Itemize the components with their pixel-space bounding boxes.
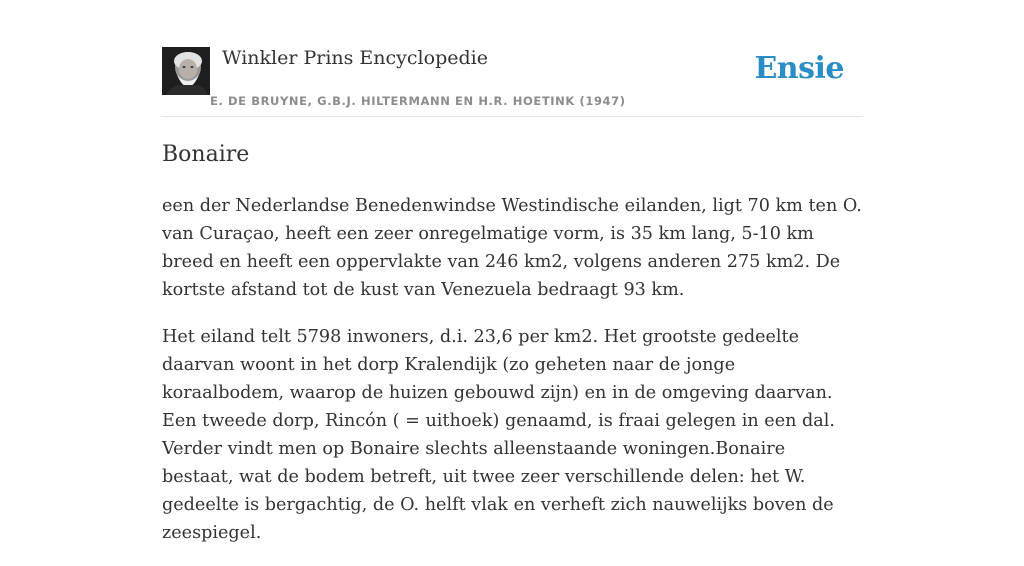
entry-body	[162, 192, 862, 566]
encyclopedia-header	[162, 46, 862, 117]
brand-logo[interactable]: Ensie	[754, 51, 844, 86]
author-portrait-icon	[162, 47, 210, 95]
encyclopedia-authors: E. DE BRUYNE, G.B.J. HILTERMANN EN H.R. HOETINK (1947)	[210, 94, 626, 108]
entry-title: Bonaire	[162, 142, 250, 167]
encyclopedia-title[interactable]: Winkler Prins Encyclopedie	[222, 47, 488, 69]
entry-paragraph: een der Nederlandse Benedenwindse Westindische eilanden, ligt 70 km ten O. van Curaçao, heeft een zeer onregelmatige vorm, is 35 km lang, 5-10 km breed en heeft een oppervlakte van 246 km2, volgens anderen 275 km2. De kortste afstand tot de kust van Venezuela bedraagt 93 km.	[162, 196, 862, 300]
author-avatar[interactable]	[162, 47, 210, 95]
entry-paragraph: Het eiland telt 5798 inwoners, d.i. 23,6 per km2. Het grootste gedeelte daarvan woont in het dorp Kralendijk (zo geheten naar de jonge koraalbodem, waarop de huizen gebouwd zijn) en in de omgeving daarvan. Een tweede dorp, Rincón ( = uithoek) genaamd, is fraai gelegen in een dal. Verder vindt men op Bonaire slechts alleenstaande woningen.Bonaire bestaat, wat de bodem betreft, uit twee zeer verschillende delen: het W. gedeelte is bergachtig, de O. helft vlak en verheft zich nauwelijks boven de zeespiegel.	[162, 327, 836, 543]
